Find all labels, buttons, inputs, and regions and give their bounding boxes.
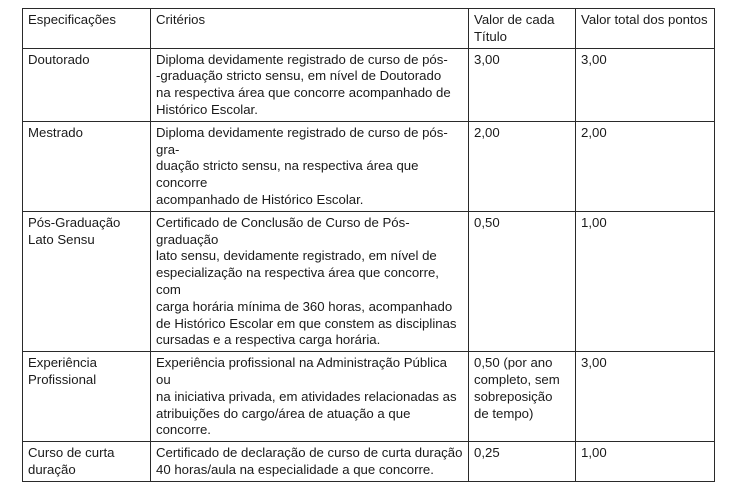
row-criteria: Diploma devidamente registrado de curso de pós-gra- duação stricto sensu, na respectiva área que concorre acompanhado de Histórico Escolar. xyxy=(151,121,469,211)
row-value-total: 3,00 xyxy=(576,48,715,121)
row-value-total: 1,00 xyxy=(576,442,715,482)
table-row xyxy=(23,211,715,351)
row-spec: Curso de curta duração xyxy=(23,442,151,482)
header-valor-total-pontos: Valor total dos pontos xyxy=(576,9,715,49)
table-row xyxy=(23,442,715,482)
row-value-total: 3,00 xyxy=(576,352,715,442)
row-spec: Doutorado xyxy=(23,48,151,121)
titles-scoring-table xyxy=(22,8,715,482)
row-criteria: Certificado de Conclusão de Curso de Pós-graduação lato sensu, devidamente registrado, em nível de especialização na respectiva área que concorre, com carga horária mínima de 360 horas, acompanhado de Histórico Escolar em que constem as disciplinas cursadas e a respectiva carga horária. xyxy=(151,211,469,351)
row-criteria: Experiência profissional na Administração Pública ou na iniciativa privada, em atividades relacionadas as atribuições do cargo/área de atuação a que concorre. xyxy=(151,352,469,442)
table-row xyxy=(23,121,715,211)
table-header-row xyxy=(23,9,715,49)
row-value-each: 0,25 xyxy=(469,442,576,482)
row-value-each: 2,00 xyxy=(469,121,576,211)
row-value-each: 0,50 (por ano completo, sem sobreposição de tempo) xyxy=(469,352,576,442)
row-criteria: Diploma devidamente registrado de curso de pós- -graduação stricto sensu, em nível de Doutorado na respectiva área que concorre acompanhado de Histórico Escolar. xyxy=(151,48,469,121)
row-spec: Experiência Profissional xyxy=(23,352,151,442)
row-value-total: 2,00 xyxy=(576,121,715,211)
header-especificacoes: Especificações xyxy=(23,9,151,49)
row-value-each: 0,50 xyxy=(469,211,576,351)
header-criterios: Critérios xyxy=(151,9,469,49)
row-value-total: 1,00 xyxy=(576,211,715,351)
titles-table-container xyxy=(22,8,714,482)
row-criteria: Certificado de declaração de curso de curta duração 40 horas/aula na especialidade a que concorre. xyxy=(151,442,469,482)
table-row xyxy=(23,352,715,442)
row-value-each: 3,00 xyxy=(469,48,576,121)
header-valor-cada-titulo: Valor de cada Título xyxy=(469,9,576,49)
row-spec: Pós-Graduação Lato Sensu xyxy=(23,211,151,351)
row-spec: Mestrado xyxy=(23,121,151,211)
table-row xyxy=(23,48,715,121)
